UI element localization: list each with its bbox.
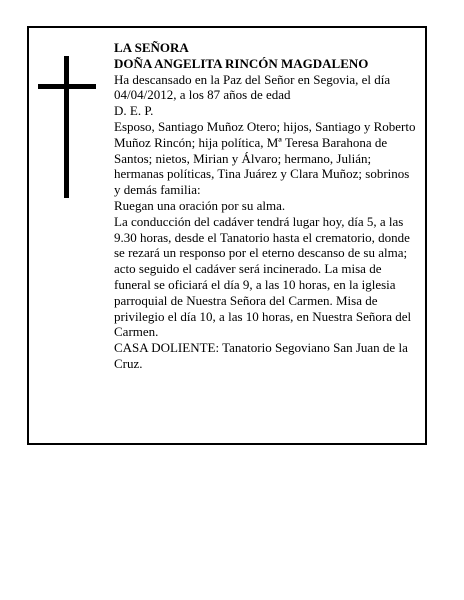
- mourning-house: CASA DOLIENTE: Tanatorio Segoviano San Juan de la Cruz.: [114, 340, 408, 371]
- ceremony-details: La conducción del cadáver tendrá lugar hoy, día 5, a las 9.30 horas, desde el Tanatorio hasta el crematorio, donde se rezará un responso por el eterno descanso de su alma; acto seguido el cadáver será incinerado. La misa de funeral se oficiará el día 9, a las 10 horas, en la iglesia parroquial de Nuestra Señora del Carmen. Misa de privilegio el día 10, a las 10 horas, en Nuestra Señora del Carmen.: [114, 213, 412, 340]
- deceased-name: DOÑA ANGELITA RINCÓN MAGDALENO: [114, 55, 369, 71]
- notice-text-block: [114, 40, 418, 372]
- cross-vertical-bar: [64, 56, 69, 198]
- family-list: Esposo, Santiago Muñoz Otero; hijos, Santiago y Roberto Muñoz Rincón; hija política, Mª Teresa Barahona de Santos; nietos, Mirian y Álvaro; hermano, Julián; hermanas políticas, Tina Juárez y Clara Muñoz; sobrinos y demás familia:: [114, 118, 416, 198]
- notice-title: LA SEÑORA: [114, 40, 189, 55]
- dep-line: D. E. P.: [114, 103, 154, 119]
- death-statement: Ha descansado en la Paz del Señor en Segovia, el día 04/04/2012, a los 87 años de edad: [114, 71, 391, 103]
- cross-horizontal-bar: [38, 84, 96, 89]
- prayer-request: Ruegan una oración por su alma.: [114, 197, 286, 213]
